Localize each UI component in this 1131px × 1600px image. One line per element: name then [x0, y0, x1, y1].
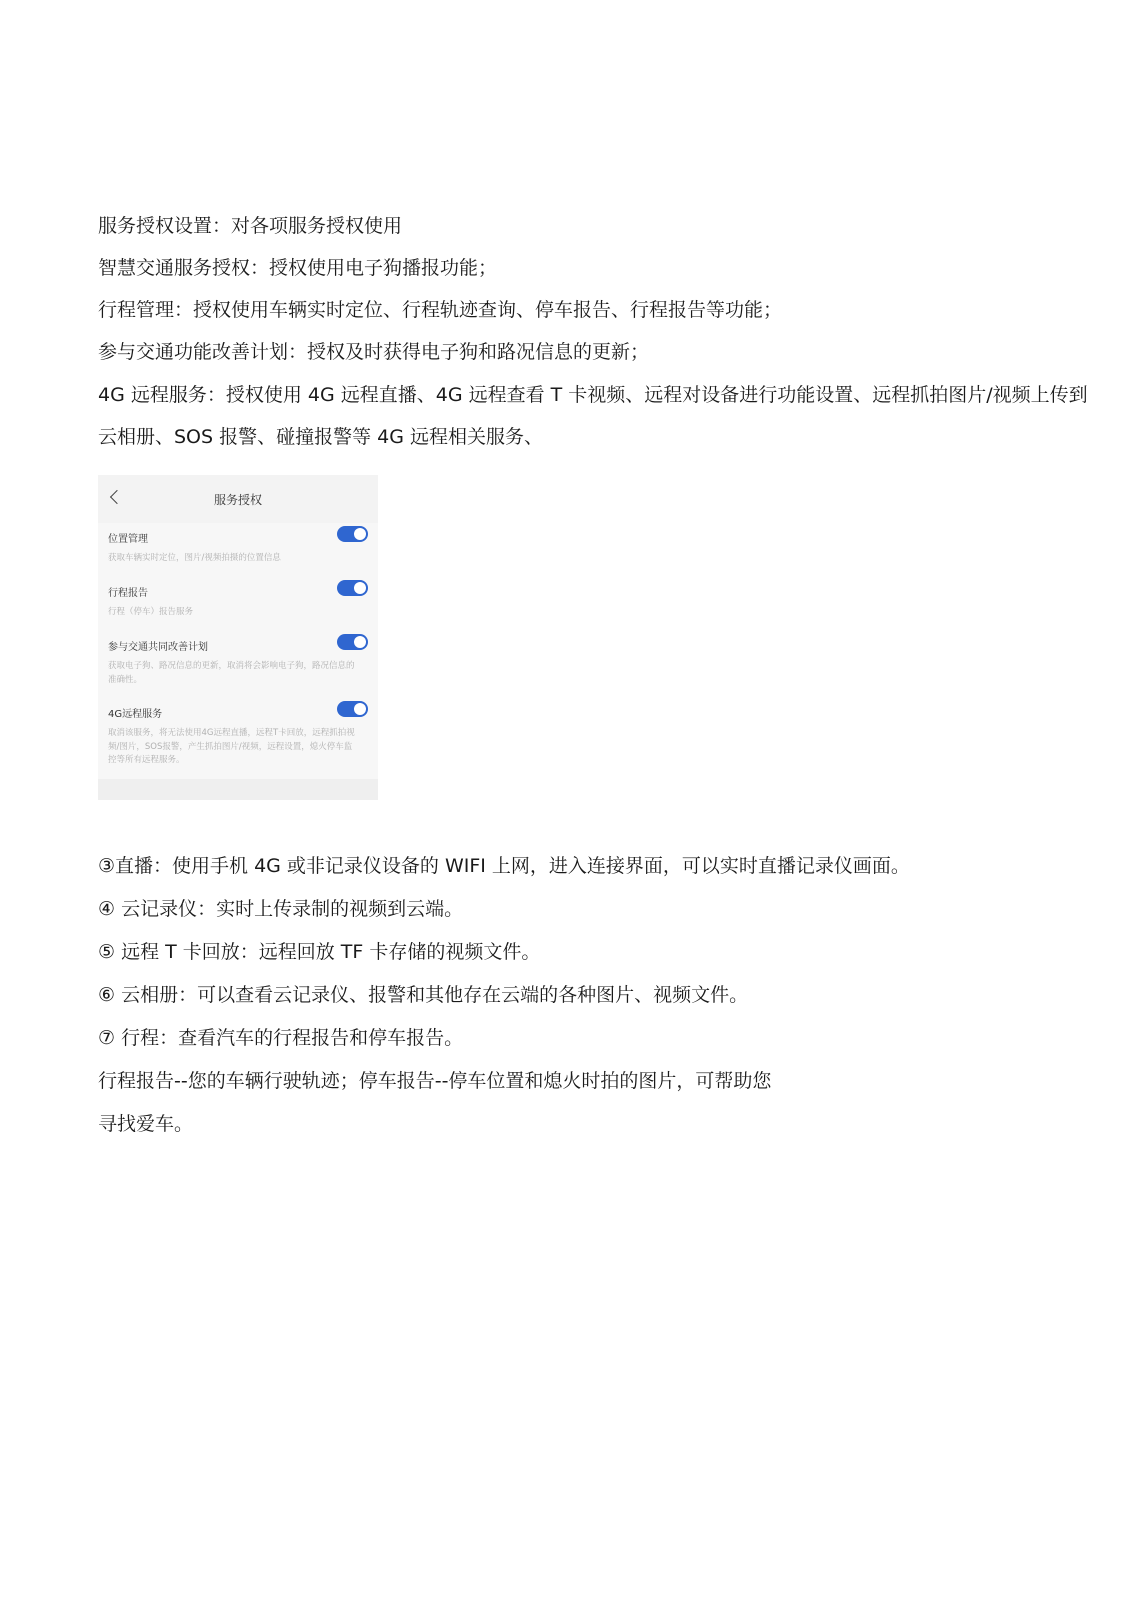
screenshot-title: 服务授权 — [213, 493, 262, 507]
location-toggle[interactable] — [337, 526, 368, 542]
feature-live: ③直播：使用手机 4G 或非记录仪设备的 WIFI 上网，进入连接界面，可以实时直播记录仪画面。 — [98, 855, 910, 877]
intro-line-6: 云相册、SOS 报警、碰撞报警等 4G 远程相关服务、 — [98, 426, 544, 448]
feature-trip-detail-1: 行程报告--您的车辆行驶轨迹；停车报告--停车位置和熄火时拍的图片，可帮助您 — [98, 1070, 772, 1092]
toggle-knob — [354, 636, 366, 648]
screenshot-footer — [98, 779, 378, 800]
trip-report-toggle[interactable] — [337, 580, 368, 596]
intro-line-2: 智慧交通服务授权：授权使用电子狗播报功能； — [98, 257, 498, 279]
feature-cloud-recorder: ④ 云记录仪：实时上传录制的视频到云端。 — [98, 898, 464, 920]
screenshot-header — [98, 475, 378, 523]
intro-line-1: 服务授权设置：对各项服务授权使用 — [98, 215, 403, 237]
auth-item-title: 4G远程服务 — [108, 709, 163, 720]
feature-trip-detail-2: 寻找爱车。 — [98, 1113, 194, 1135]
toggle-knob — [354, 582, 366, 594]
feature-trip: ⑦ 行程：查看汽车的行程报告和停车报告。 — [98, 1027, 464, 1049]
auth-item-title: 行程报告 — [108, 588, 148, 599]
toggle-knob — [354, 703, 366, 715]
toggle-knob — [354, 528, 366, 540]
4g-remote-toggle[interactable] — [337, 701, 368, 717]
feature-cloud-album: ⑥ 云相册：可以查看云记录仪、报警和其他存在云端的各种图片、视频文件。 — [98, 984, 749, 1006]
traffic-plan-toggle[interactable] — [337, 634, 368, 650]
feature-remote-playback: ⑤ 远程 T 卡回放：远程回放 TF 卡存储的视频文件。 — [98, 941, 541, 963]
auth-item-desc: 获取电子狗、路况信息的更新，取消将会影响电子狗，路况信息的准确性。 — [108, 661, 355, 685]
intro-line-5: 4G 远程服务：授权使用 4G 远程直播、4G 远程查看 T 卡视频、远程对设备进行功能设置、远程抓拍图片/视频上传到 — [98, 384, 1088, 406]
auth-item-desc: 行程（停车）报告服务 — [108, 607, 194, 617]
intro-line-4: 参与交通功能改善计划：授权及时获得电子狗和路况信息的更新； — [98, 341, 650, 363]
auth-item-title: 参与交通共同改善计划 — [108, 642, 208, 653]
auth-item-title: 位置管理 — [108, 534, 148, 545]
service-auth-screenshot — [98, 475, 378, 800]
intro-line-3: 行程管理：授权使用车辆实时定位、行程轨迹查询、停车报告、行程报告等功能； — [98, 299, 783, 321]
auth-item-desc: 取消该服务，将无法使用4G远程直播，远程T卡回放，远程抓拍视频/图片，SOS报警，产生抓拍图片/视频，远程设置，熄火停车监控等所有远程服务。 — [108, 728, 355, 765]
auth-item-desc: 获取车辆实时定位，图片/视频拍摄的位置信息 — [108, 553, 281, 563]
